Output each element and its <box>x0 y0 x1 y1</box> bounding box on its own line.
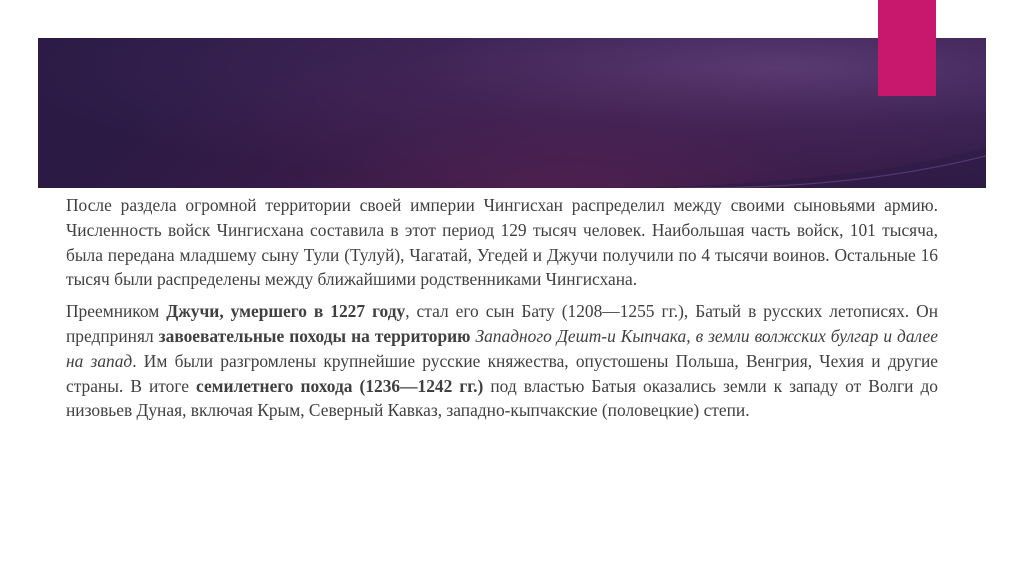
p2-italic-1: Западного Дешт-и Кыпчака, в земли волжских булгар и далее на запад <box>66 325 938 371</box>
paragraph-2 <box>66 299 938 423</box>
paragraph-1: После раздела огромной территории своей империи Чингисхан распределил между своими сыновьями армию. Численность войск Чингисхана составила в этот период 129 тысяч человек. Наибольшая часть войск, 101 тысяча, была передана младшему сыну Тули (Тулуй), Чагатай, Угедей и Джучи получили по 4 тысячи воинов. Остальные 16 тысяч были распределены между ближайшими родственниками Чингисхана. <box>66 195 938 290</box>
p2-text-2: , стал его сын Бату (1208—1255 гг.), Батый в русских летописях. Он предпринял <box>66 301 938 346</box>
banner-curve-decoration <box>38 38 986 188</box>
p2-text-4: под властью Батыя оказались земли к западу от Волги до низовьев Дуная, включая Крым, Северный Кавказ, западно-кыпчакские (половецкие) степи. <box>66 375 938 421</box>
p2-bold-3: семилетнего похода (1236—1242 гг.) <box>196 375 484 396</box>
p2-bold-1: Джучи, умершего в 1227 году <box>166 301 406 322</box>
slide-content <box>66 193 938 423</box>
p2-text-3: . Им были разгромлены крупнейшие русские княжества, опустошены Польша, Венгрия, Чехия и другие страны. В итоге <box>66 350 938 396</box>
title-banner <box>38 38 986 188</box>
accent-tab <box>878 0 936 96</box>
p2-bold-2: завоевательные походы на территорию <box>158 325 471 346</box>
p2-text-1: Преемником <box>66 301 167 322</box>
